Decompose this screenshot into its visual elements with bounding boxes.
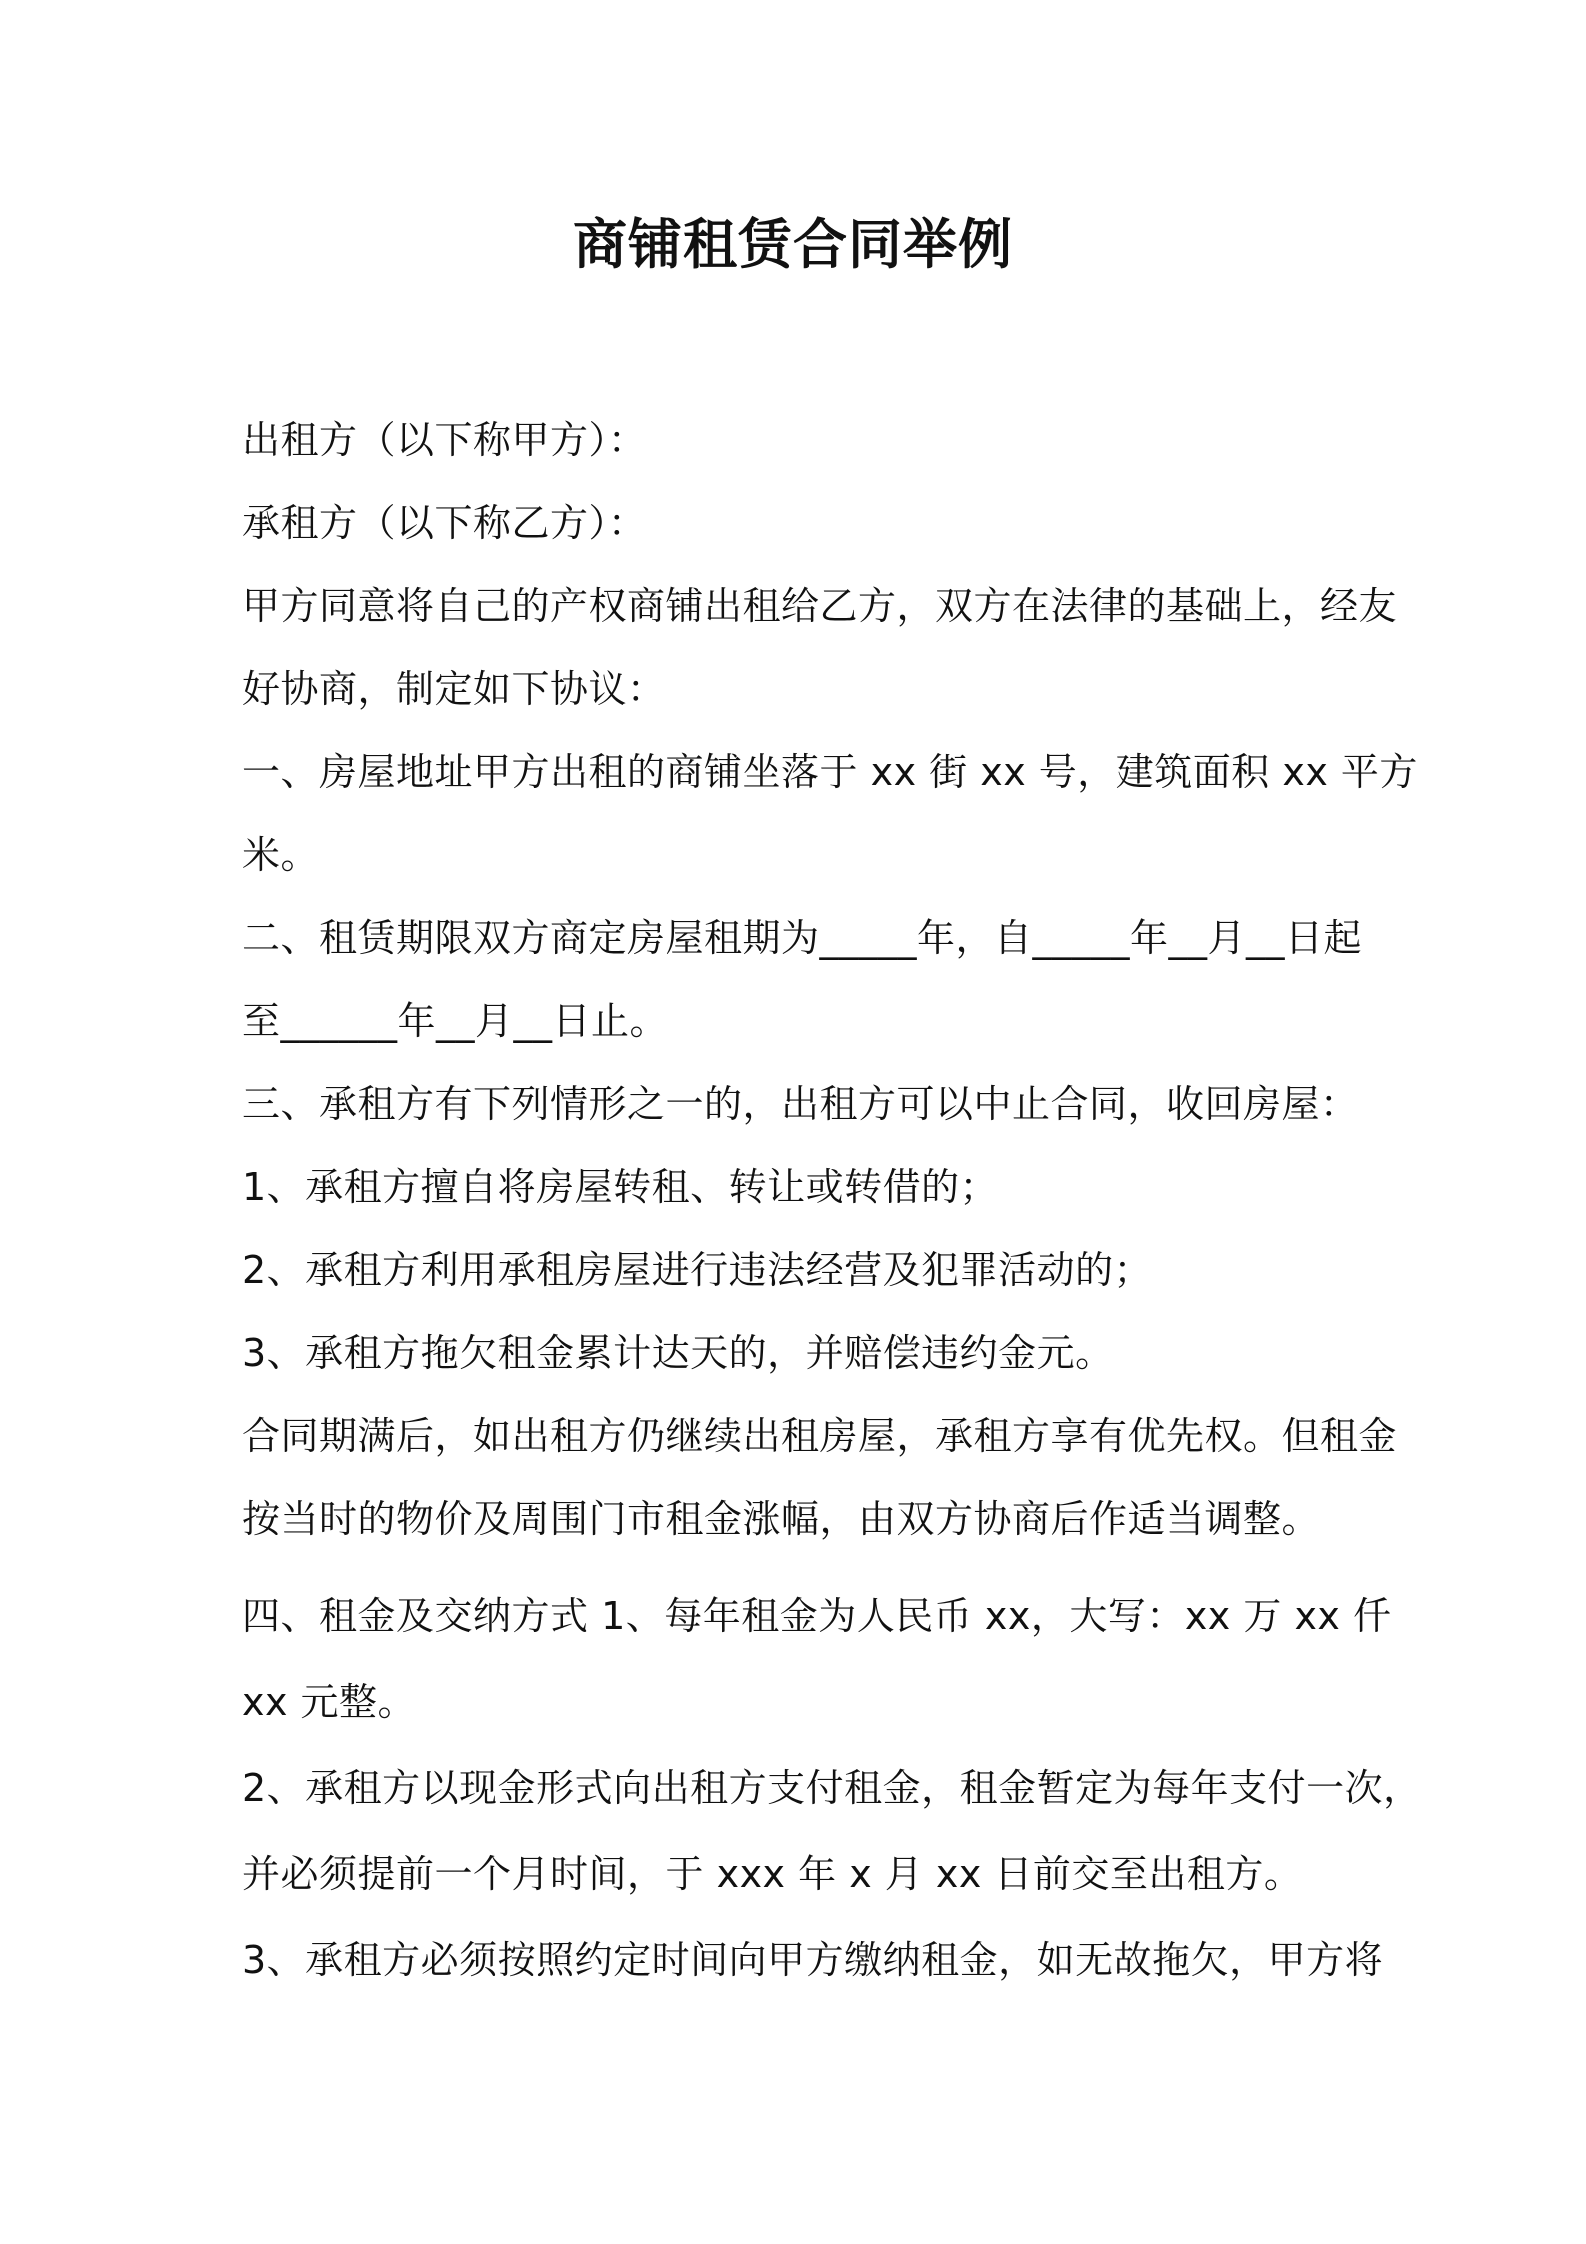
clause-4-line-2: xx 元整。 — [242, 1680, 417, 1724]
party-lessee-line: 承租方（以下称乙方）： — [242, 501, 647, 545]
clause-3-item-3: 3、承租方拖欠租金累计达天的，并赔偿违约金元。 — [242, 1331, 1114, 1375]
clause-2-line-1: 二、租赁期限双方商定房屋租期为_____年，自_____年__月__日起 — [242, 916, 1363, 960]
clause-4-line-1: 四、租金及交纳方式 1、每年租金为人民币 xx，大写：xx 万 xx 仟 — [242, 1594, 1392, 1638]
clause-4-item-2-line-1: 2、承租方以现金形式向出租方支付租金，租金暂定为每年支付一次， — [242, 1766, 1422, 1810]
preamble-line-1: 甲方同意将自己的产权商铺出租给乙方，双方在法律的基础上，经友 — [242, 584, 1398, 628]
preamble-line-2: 好协商，制定如下协议： — [242, 667, 666, 711]
clause-1-line-2: 米。 — [242, 833, 320, 877]
clause-2-line-2: 至______年__月__日止。 — [242, 999, 669, 1043]
clause-3-item-2: 2、承租方利用承租房屋进行违法经营及犯罪活动的； — [242, 1248, 1153, 1292]
clause-3-heading: 三、承租方有下列情形之一的，出租方可以中止合同，收回房屋： — [242, 1082, 1359, 1126]
renewal-line-1: 合同期满后，如出租方仍继续出租房屋，承租方享有优先权。但租金 — [242, 1414, 1398, 1458]
clause-4-item-2-line-2: 并必须提前一个月时间，于 xxx 年 x 月 xx 日前交至出租方。 — [242, 1852, 1303, 1896]
party-lessor-line: 出租方（以下称甲方）： — [242, 418, 647, 462]
clause-3-item-1: 1、承租方擅自将房屋转租、转让或转借的； — [242, 1165, 999, 1209]
renewal-line-2: 按当时的物价及周围门市租金涨幅，由双方协商后作适当调整。 — [242, 1497, 1321, 1541]
document-title: 商铺租赁合同举例 — [573, 213, 1013, 276]
clause-4-item-3-line-1: 3、承租方必须按照约定时间向甲方缴纳租金，如无故拖欠，甲方将 — [242, 1938, 1384, 1982]
clause-1-line-1: 一、房屋地址甲方出租的商铺坐落于 xx 街 xx 号，建筑面积 xx 平方 — [242, 750, 1418, 794]
